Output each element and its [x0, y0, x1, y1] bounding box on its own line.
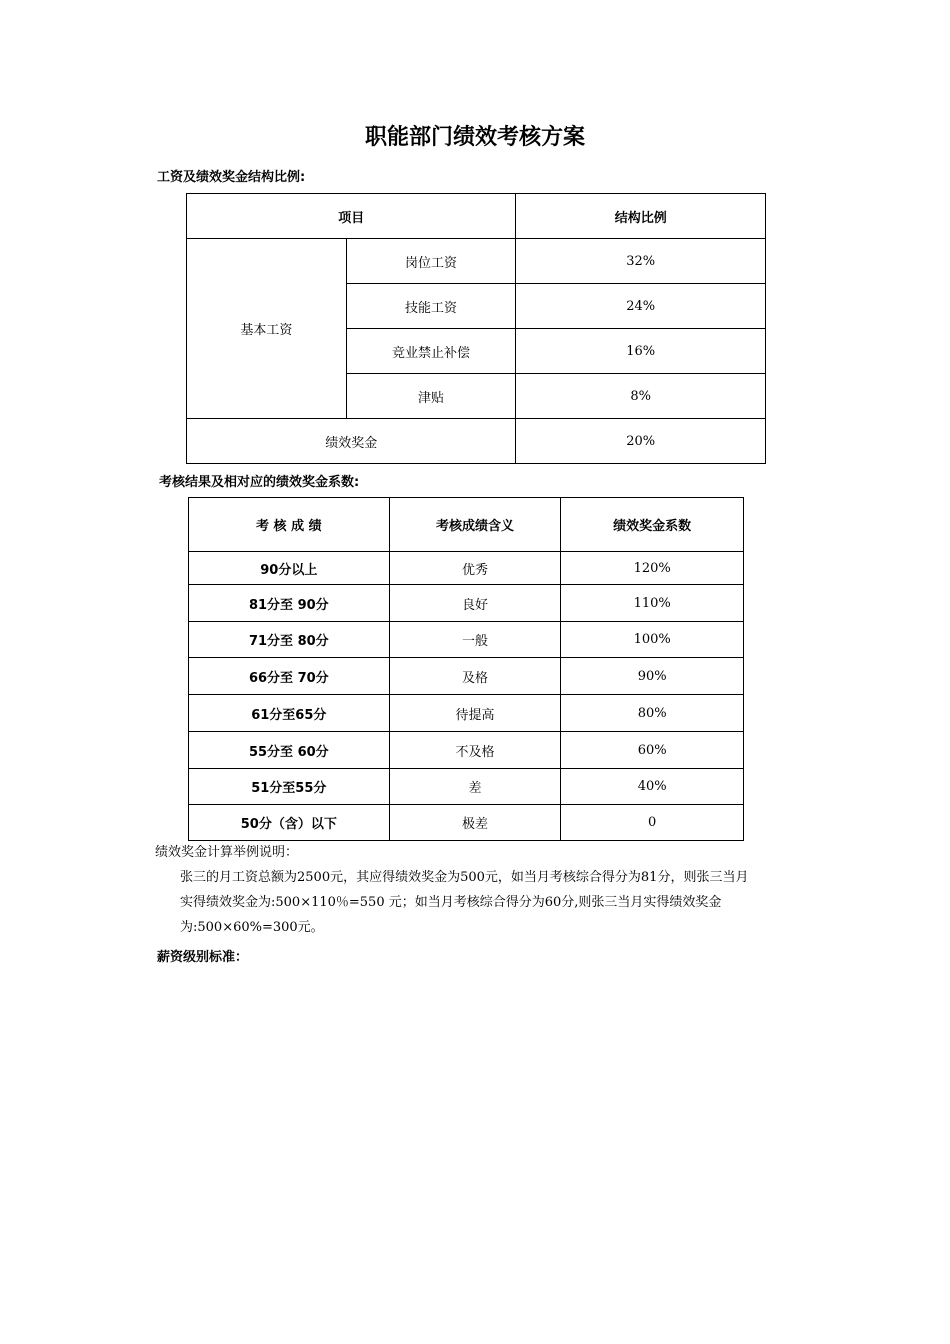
row-ratio: 24% [516, 284, 766, 329]
row-coef: 110% [561, 585, 744, 622]
table-row [189, 732, 744, 769]
row-ratio: 16% [516, 329, 766, 374]
table-row [189, 769, 744, 805]
row-ratio: 32% [516, 239, 766, 284]
row-name: 津贴 [346, 374, 516, 419]
row-coef: 80% [561, 695, 744, 732]
header-ratio: 结构比例 [516, 194, 766, 239]
table-row [189, 585, 744, 622]
row-score: 71分至 80分 [189, 622, 390, 658]
row-score: 61分至65分 [189, 695, 390, 732]
row-name: 岗位工资 [346, 239, 516, 284]
structure-table [186, 193, 766, 464]
table-row [189, 658, 744, 695]
row-meaning: 极差 [389, 805, 561, 841]
row-coef: 120% [561, 552, 744, 585]
base-salary-label: 基本工资 [187, 239, 347, 419]
table-row [189, 552, 744, 585]
header-item: 项目 [187, 194, 516, 239]
row-coef: 40% [561, 769, 744, 805]
example-line-2: 实得绩效奖金为:500×110％=550 元；如当月考核综合得分为60分,则张三当月实得绩效奖金 [180, 895, 722, 910]
row-meaning: 待提高 [389, 695, 561, 732]
row-name: 技能工资 [346, 284, 516, 329]
row-coef: 0 [561, 805, 744, 841]
example-heading: 绩效奖金计算举例说明： [155, 845, 299, 860]
structure-heading: 工资及绩效奖金结构比例: [157, 170, 306, 185]
table-row [187, 194, 766, 239]
row-meaning: 一般 [389, 622, 561, 658]
coefficient-heading: 考核结果及相对应的绩效奖金系数: [159, 475, 360, 490]
table-row [189, 695, 744, 732]
row-meaning: 良好 [389, 585, 561, 622]
bonus-name: 绩效奖金 [187, 419, 516, 464]
row-meaning: 优秀 [389, 552, 561, 585]
example-line-3: 为:500×60%=300元。 [180, 920, 324, 935]
coefficient-table [188, 497, 744, 841]
row-ratio: 8% [516, 374, 766, 419]
row-name: 竞业禁止补偿 [346, 329, 516, 374]
row-score: 81分至 90分 [189, 585, 390, 622]
table-row [189, 622, 744, 658]
row-meaning: 及格 [389, 658, 561, 695]
row-score: 55分至 60分 [189, 732, 390, 769]
row-coef: 90% [561, 658, 744, 695]
row-meaning: 差 [389, 769, 561, 805]
row-score: 50分（含）以下 [189, 805, 390, 841]
table-row [187, 419, 766, 464]
header-score: 考 核 成 绩 [189, 498, 390, 552]
row-coef: 100% [561, 622, 744, 658]
row-score: 51分至55分 [189, 769, 390, 805]
example-line-1: 张三的月工资总额为2500元，其应得绩效奖金为500元，如当月考核综合得分为81分，则张三当月 [180, 870, 749, 885]
row-meaning: 不及格 [389, 732, 561, 769]
header-coef: 绩效奖金系数 [561, 498, 744, 552]
header-meaning: 考核成绩含义 [389, 498, 561, 552]
table-row [189, 498, 744, 552]
row-score: 66分至 70分 [189, 658, 390, 695]
bonus-ratio: 20% [516, 419, 766, 464]
table-row [189, 805, 744, 841]
page-title: 职能部门绩效考核方案 [364, 125, 585, 150]
table-row [187, 239, 766, 284]
row-score: 90分以上 [189, 552, 390, 585]
row-coef: 60% [561, 732, 744, 769]
salary-level-heading: 薪资级别标准： [157, 950, 249, 965]
